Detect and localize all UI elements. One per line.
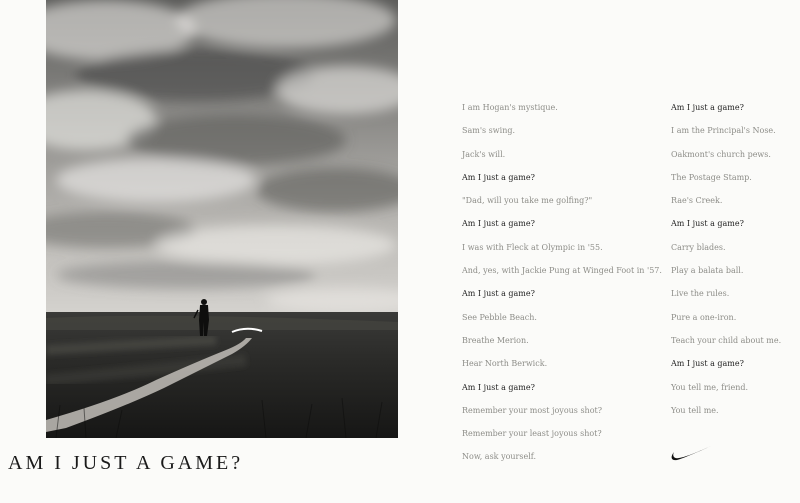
poem-line: Rae's Creek. [671,196,723,206]
poem-line: Live the rules. [671,289,730,299]
swoosh-icon [668,444,712,462]
poem-line: You tell me. [671,405,719,415]
poem-line: Am I just a game? [462,382,535,392]
poem-line: Remember your most joyous shot? [462,405,603,415]
poem-line: Am I just a game? [462,289,535,299]
poem-line: Am I just a game? [462,172,535,182]
poem-line: Now, ask yourself. [462,452,536,462]
poem-line: See Pebble Beach. [462,312,537,322]
poem-line: Jack's will. [462,149,506,159]
golf-course-photo [46,0,398,438]
poem-line: I was with Fleck at Olympic in '55. [462,242,603,252]
poem-line: Play a balata ball. [671,266,744,276]
poem-line: Breathe Merion. [462,335,529,345]
poem-line: Am I just a game? [671,219,744,229]
poem-line: Hear North Berwick. [462,359,548,369]
poem-line: Pure a one-iron. [671,312,737,322]
poem-line: Sam's swing. [462,126,516,136]
poem-line: "Dad, will you take me golfing?" [462,196,593,206]
poem-line: Am I just a game? [671,103,744,112]
poem-column-right [671,96,800,422]
poem-column-left [462,96,682,469]
poem-line: I am the Principal's Nose. [671,126,776,136]
poem-line: Oakmont's church pews. [671,149,771,159]
poem-line: Carry blades. [671,242,726,252]
poem-line: Remember your least joyous shot? [462,429,602,439]
headline: AM I JUST A GAME? [8,452,244,474]
poem-line: Teach your child about me. [671,335,782,345]
poem-line: Am I just a game? [671,359,744,369]
poem-line: And, yes, with Jackie Pung at Winged Foot in '57. [462,266,662,276]
poem-line: The Postage Stamp. [671,172,752,182]
poem-line: You tell me, friend. [671,382,749,392]
poem-line: Am I just a game? [462,219,535,229]
poem-line: I am Hogan's mystique. [462,103,558,112]
